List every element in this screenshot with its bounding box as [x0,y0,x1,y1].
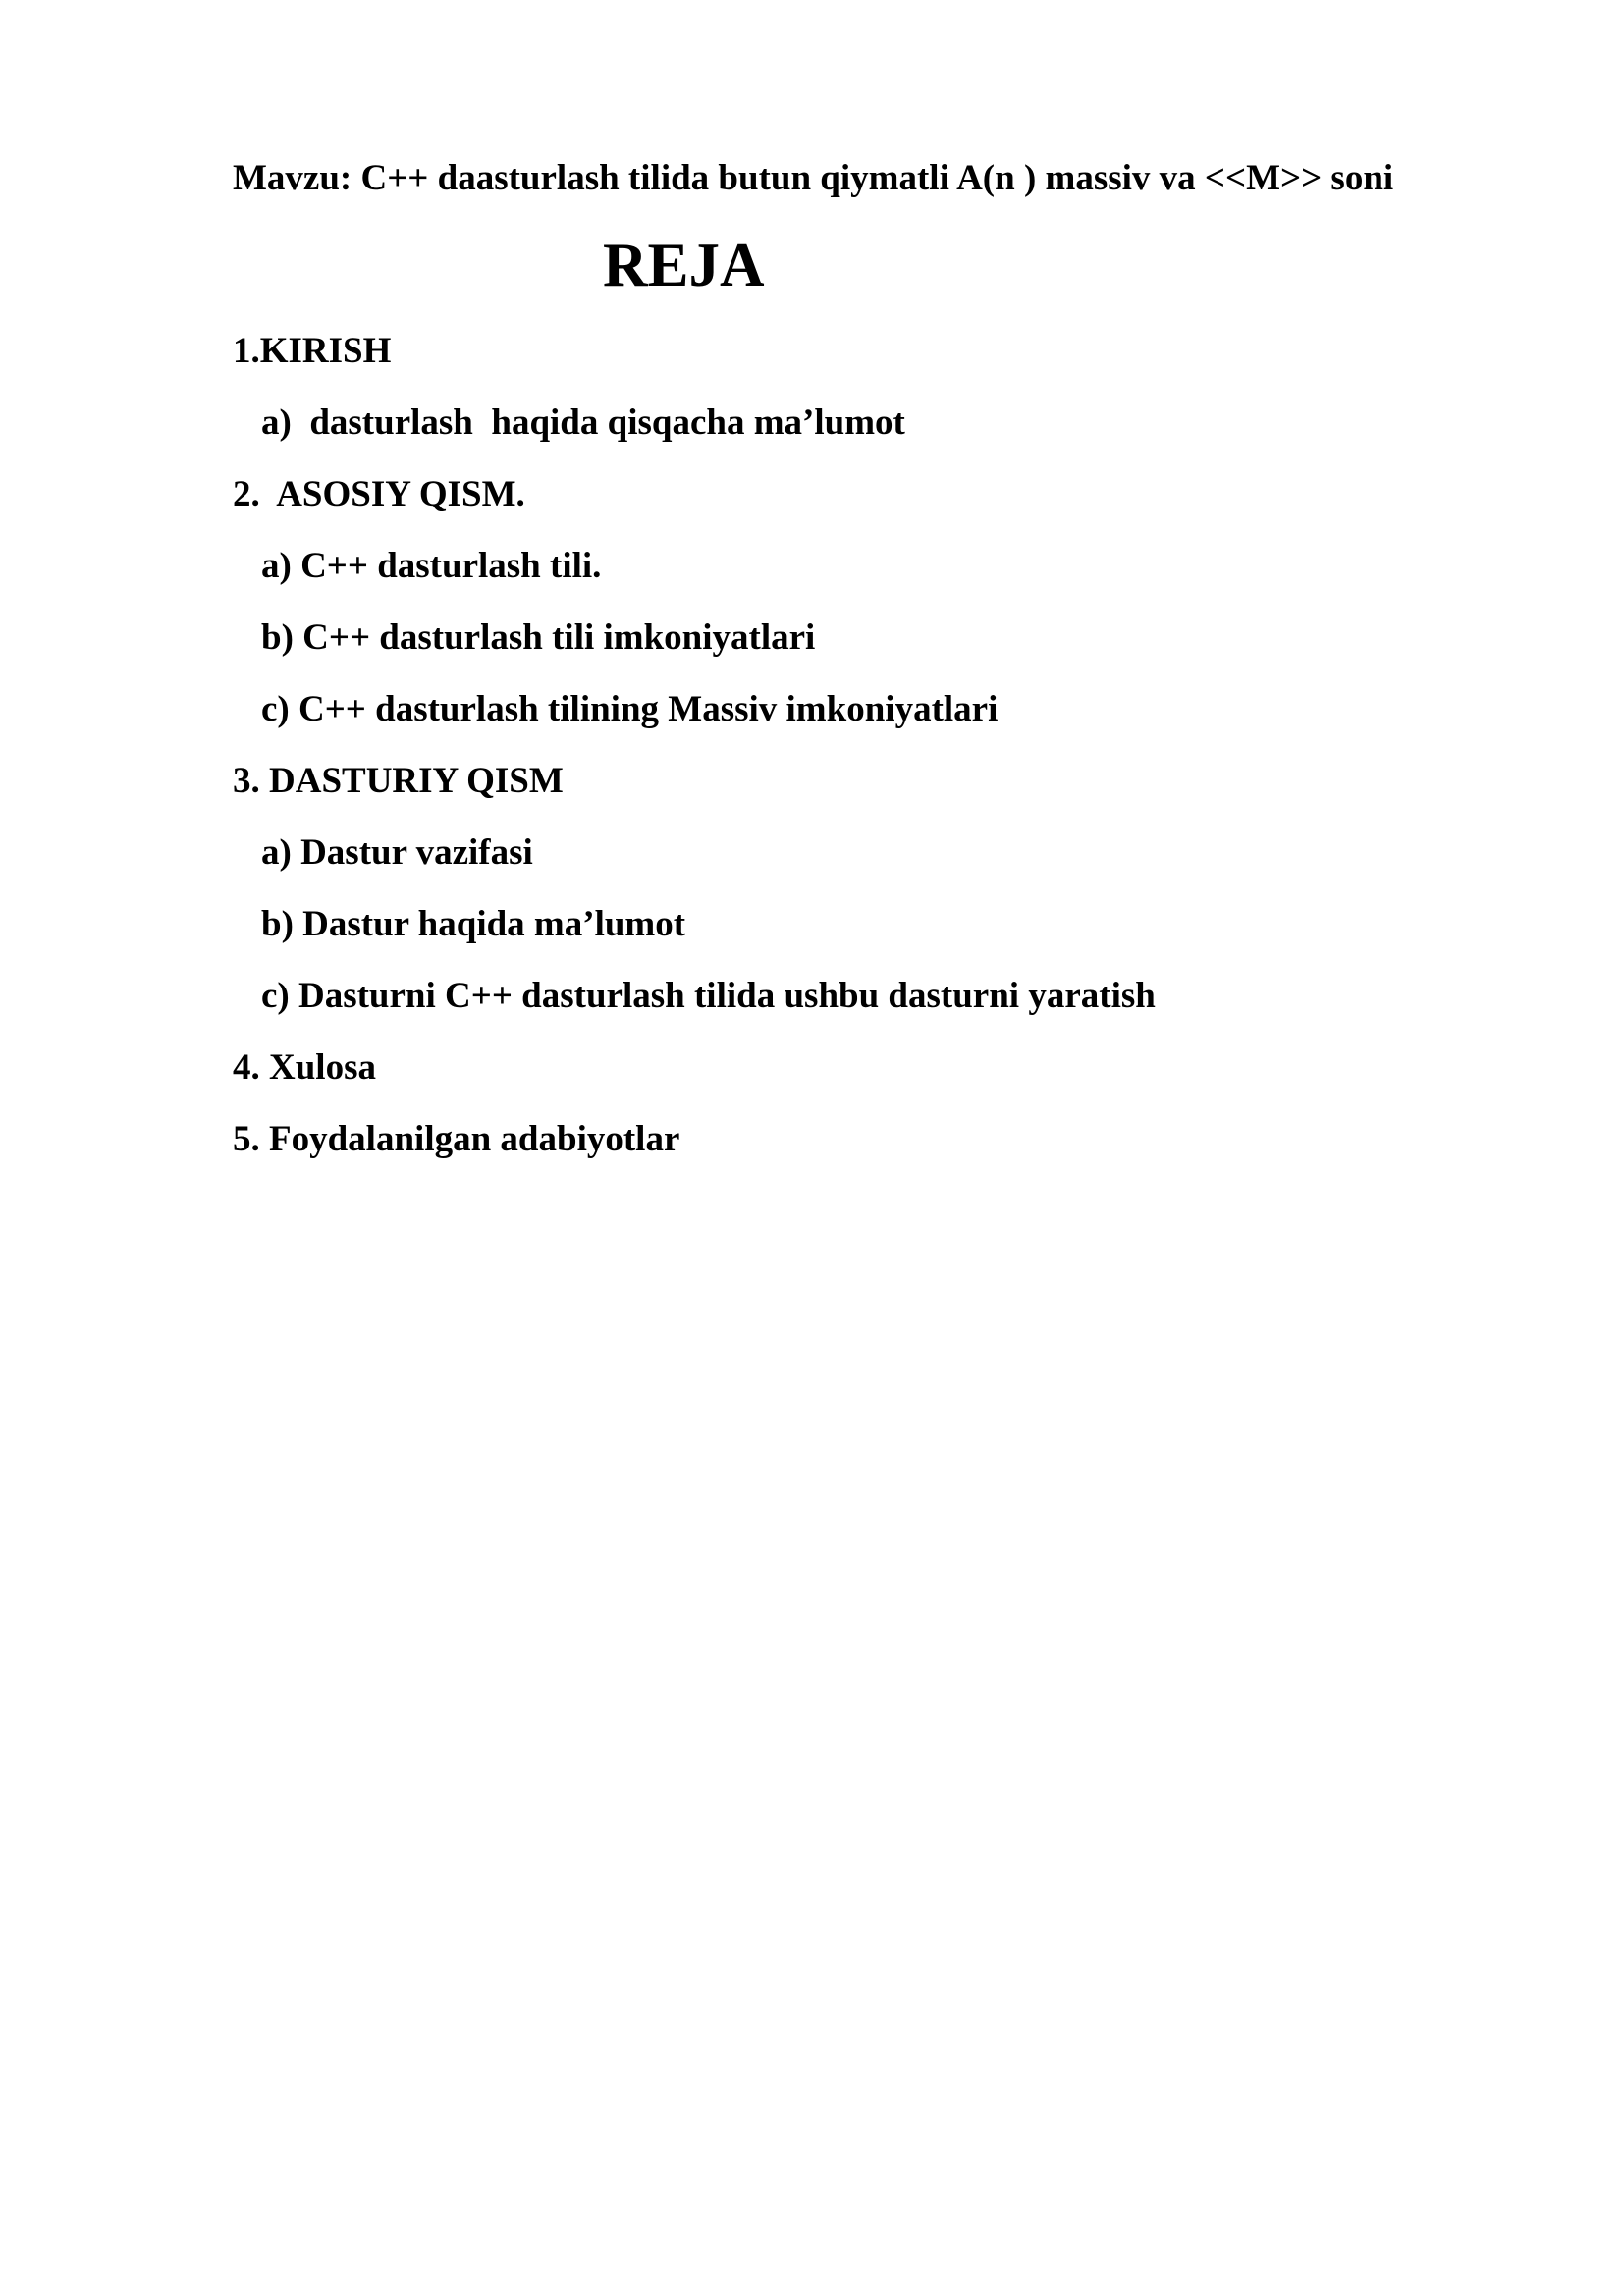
outline-item: 1.KIRISH [233,331,392,371]
outline-subitem: a) C++ dasturlash tili. [261,546,602,586]
outline-subitem: a) Dastur vazifasi [261,832,533,873]
outline-item: 3. DASTURIY QISM [233,761,564,801]
outline-list [233,328,1156,1188]
outline-subitem: c) C++ dasturlash tilining Massiv imkoniyatlari [261,689,999,729]
page-title: REJA [603,231,765,299]
outline-item: 4. Xulosa [233,1047,376,1088]
topic-line: Mavzu: C++ daasturlash tilida butun qiymatli A(n ) massiv va <<M>> soni [233,158,1394,198]
outline-subitem: b) C++ dasturlash tili imkoniyatlari [261,617,816,658]
outline-item: 5. Foydalanilgan adabiyotlar [233,1119,680,1159]
outline-subitem: a) dasturlash haqida qisqacha ma’lumot [261,402,905,443]
outline-subitem: b) Dastur haqida ma’lumot [261,904,686,944]
outline-subitem: c) Dasturni C++ dasturlash tilida ushbu dasturni yaratish [261,976,1156,1016]
outline-item: 2. ASOSIY QISM. [233,474,525,514]
